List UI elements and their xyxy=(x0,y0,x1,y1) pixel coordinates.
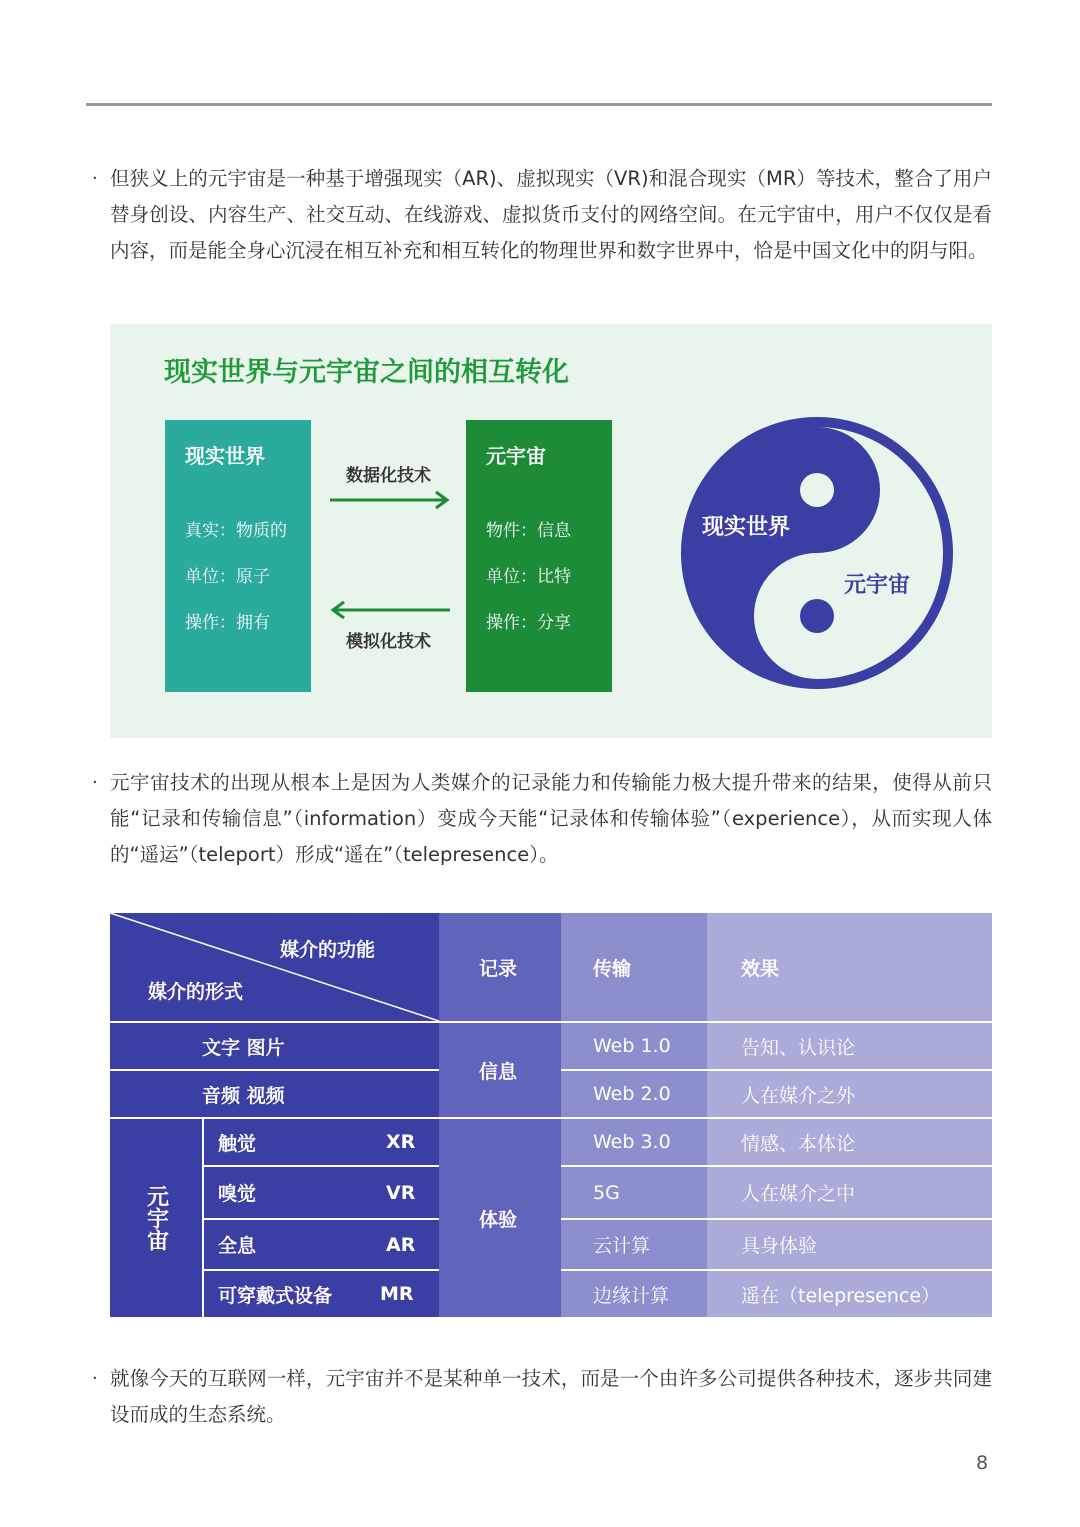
diagram-title: 现实世界与元宇宙之间的相互转化 xyxy=(164,357,569,388)
transmit-cell: Web 2.0 xyxy=(561,1071,707,1117)
exp-tech: VR xyxy=(386,1181,416,1204)
right-arrow-icon xyxy=(328,490,452,510)
effect-cell: 告知、认识论 xyxy=(707,1023,992,1069)
row-divider xyxy=(202,1165,439,1167)
exp-tech: XR xyxy=(386,1131,416,1153)
header-effect: 效果 xyxy=(707,913,992,1021)
yin-yang-icon xyxy=(680,416,954,690)
transmit-cell: 5G xyxy=(561,1167,707,1218)
paragraph-2-text: 元宇宙技术的出现从根本上是因为人类媒介的记录能力和传输能力极大提升带来的结果，使得从前只能“记录和传输信息”（information）变成今天能“记录体和传输体验”（experience），从而实现人体的“遥运”（teleport）形成“遥在”（telepresence）。 xyxy=(110,771,992,866)
paragraph-3-text: 就像今天的互联网一样，元宇宙并不是某种单一技术，而是一个由许多公司提供各种技术，逐步共同建设而成的生态系统。 xyxy=(110,1367,992,1426)
exp-form-cell xyxy=(204,1271,439,1317)
effect-cell: 人在媒介之中 xyxy=(707,1167,992,1218)
header-transmit: 传输 xyxy=(561,913,707,1021)
row-divider xyxy=(561,1069,992,1071)
exp-form: 可穿戴式设备 xyxy=(218,1284,333,1307)
bullet: · xyxy=(92,772,98,793)
header-diagonal-cell xyxy=(110,913,439,1021)
header-record: 记录 xyxy=(439,913,561,1021)
metaverse-title: 元宇宙 xyxy=(486,444,546,468)
yinyang-meta-label: 元宇宙 xyxy=(844,573,911,598)
real-world-title: 现实世界 xyxy=(185,444,265,468)
metaverse-line: 单位：比特 xyxy=(486,567,571,587)
exp-form-cell xyxy=(204,1119,439,1165)
effect-cell: 遥在（telepresence） xyxy=(707,1271,992,1317)
metaverse-side-cell xyxy=(110,1119,202,1317)
transmit-cell: Web 1.0 xyxy=(561,1023,707,1069)
bullet: · xyxy=(92,1368,98,1389)
effect-cell: 情感、本体论 xyxy=(707,1119,992,1165)
row-divider xyxy=(202,1269,439,1271)
record-info-cell: 信息 xyxy=(439,1023,561,1117)
metaverse-box xyxy=(466,420,612,692)
row-divider xyxy=(561,1269,992,1271)
digitize-label: 数据化技术 xyxy=(346,466,431,486)
row-divider xyxy=(110,1117,992,1119)
header-function-label: 媒介的功能 xyxy=(280,939,376,961)
simulate-label: 模拟化技术 xyxy=(346,632,431,652)
header-form-label: 媒介的形式 xyxy=(148,981,244,1003)
left-arrow-icon xyxy=(328,600,452,620)
conversion-diagram xyxy=(110,324,992,738)
metaverse-side-label: 元宇宙 xyxy=(143,1185,169,1251)
paragraph-2 xyxy=(86,765,992,873)
effect-cell: 人在媒介之外 xyxy=(707,1071,992,1117)
exp-form-cell xyxy=(204,1167,439,1218)
transmit-cell: 边缘计算 xyxy=(561,1271,707,1317)
col-divider xyxy=(202,1119,204,1317)
real-world-line: 真实：物质的 xyxy=(185,521,287,541)
exp-tech: MR xyxy=(380,1283,414,1305)
exp-tech: AR xyxy=(386,1233,416,1256)
exp-form: 触觉 xyxy=(218,1132,257,1155)
real-world-line: 单位：原子 xyxy=(185,567,270,587)
real-world-line: 操作：拥有 xyxy=(185,613,270,633)
row-divider xyxy=(202,1218,439,1220)
yinyang-real-label: 现实世界 xyxy=(702,515,791,540)
transmit-cell: 云计算 xyxy=(561,1220,707,1269)
exp-form: 全息 xyxy=(218,1235,257,1257)
row-divider xyxy=(110,1069,439,1071)
bullet: · xyxy=(92,168,98,189)
row-divider xyxy=(110,1021,992,1023)
row-divider xyxy=(561,1165,992,1167)
row-divider xyxy=(561,1218,992,1220)
paragraph-1 xyxy=(86,161,992,269)
page-number: 8 xyxy=(976,1452,989,1474)
effect-cell: 具身体验 xyxy=(707,1220,992,1269)
exp-form-cell xyxy=(204,1220,439,1269)
paragraph-1-text: 但狭义上的元宇宙是一种基于增强现实（AR)、虚拟现实（VR)和混合现实（MR）等技术，整合了用户替身创设、内容生产、社交互动、在线游戏、虚拟货币支付的网络空间。在元宇宙中，用户不仅仅是看内容，而是能全身心沉浸在相互补充和相互转化的物理世界和数字世界中，恰是中国文化中的阴与阳。 xyxy=(110,167,992,262)
record-exp-cell: 体验 xyxy=(439,1119,561,1317)
real-world-box xyxy=(165,420,311,692)
metaverse-line: 操作：分享 xyxy=(486,613,571,633)
transmit-cell: Web 3.0 xyxy=(561,1119,707,1165)
paragraph-3 xyxy=(86,1361,992,1433)
form-cell: 音频 视频 xyxy=(110,1071,439,1117)
form-cell: 文字 图片 xyxy=(110,1023,439,1069)
media-table xyxy=(110,913,992,1317)
diagonal-line xyxy=(110,913,439,1021)
exp-form: 嗅觉 xyxy=(218,1183,257,1205)
header-rule xyxy=(86,103,992,106)
metaverse-line: 物件：信息 xyxy=(486,521,571,541)
